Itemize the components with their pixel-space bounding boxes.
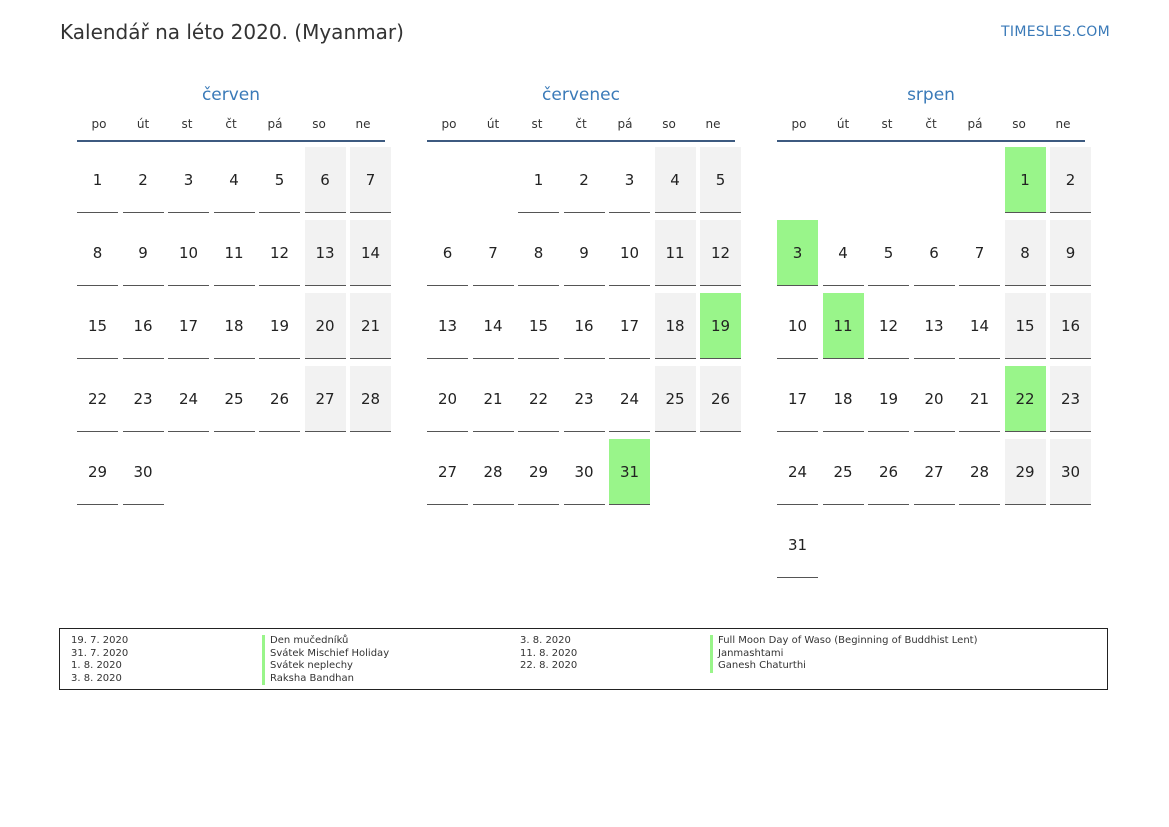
legend-date: 1. 8. 2020: [71, 660, 122, 671]
month-name: červenec: [542, 85, 620, 105]
weekday-label: út: [136, 116, 150, 131]
day-cell[interactable]: 13: [914, 293, 955, 359]
day-cell[interactable]: 17: [777, 366, 818, 432]
day-cell[interactable]: 28: [350, 366, 391, 432]
day-cell[interactable]: 28: [959, 439, 1000, 505]
day-cell[interactable]: 20: [427, 366, 468, 432]
day-cell[interactable]: 8: [77, 220, 118, 286]
legend-left-names: [262, 635, 389, 685]
weekday-label: ne: [1055, 116, 1071, 131]
day-cell[interactable]: 15: [1005, 293, 1046, 359]
weekday-label: čt: [925, 116, 937, 131]
day-cell[interactable]: 11: [823, 293, 864, 359]
day-cell[interactable]: 11: [214, 220, 255, 286]
weekday-header: [427, 107, 735, 142]
weekday-label: so: [1012, 116, 1026, 131]
legend-holiday-name: Ganesh Chaturthi: [710, 660, 978, 673]
day-cell[interactable]: 20: [914, 366, 955, 432]
legend-holiday-name: Svátek Mischief Holiday: [262, 648, 389, 661]
day-cell[interactable]: 5: [259, 147, 300, 213]
legend-holiday-name: Den mučedníků: [262, 635, 389, 648]
day-cell[interactable]: 30: [564, 439, 605, 505]
day-cell[interactable]: 21: [350, 293, 391, 359]
day-cell[interactable]: 18: [823, 366, 864, 432]
day-cell[interactable]: 30: [123, 439, 164, 505]
day-cell[interactable]: 24: [168, 366, 209, 432]
day-cell[interactable]: 19: [259, 293, 300, 359]
weekday-label: pá: [267, 116, 283, 131]
weekday-label: st: [181, 116, 193, 131]
day-cell[interactable]: 22: [518, 366, 559, 432]
day-cell[interactable]: 26: [868, 439, 909, 505]
legend-left-dates: [71, 635, 128, 685]
day-cell[interactable]: 21: [959, 366, 1000, 432]
day-cell[interactable]: 18: [214, 293, 255, 359]
day-cell[interactable]: 13: [427, 293, 468, 359]
weekday-label: ne: [705, 116, 721, 131]
weekday-label: út: [486, 116, 500, 131]
day-cell[interactable]: 12: [868, 293, 909, 359]
day-cell[interactable]: 2: [123, 147, 164, 213]
legend-date: 19. 7. 2020: [71, 635, 129, 646]
legend-holiday-name: Raksha Bandhan: [262, 673, 389, 686]
day-cell[interactable]: 26: [259, 366, 300, 432]
day-cell[interactable]: 28: [473, 439, 514, 505]
day-cell[interactable]: 19: [868, 366, 909, 432]
day-cell[interactable]: 6: [914, 220, 955, 286]
day-cell[interactable]: 10: [168, 220, 209, 286]
legend-date: 3. 8. 2020: [520, 635, 571, 646]
day-cell[interactable]: 30: [1050, 439, 1091, 505]
day-cell[interactable]: 6: [427, 220, 468, 286]
day-cell[interactable]: 11: [655, 220, 696, 286]
month-1: [421, 83, 741, 481]
page-title: Kalendář na léto 2020. (Myanmar): [60, 20, 404, 44]
day-cell[interactable]: 24: [609, 366, 650, 432]
weekday-label: st: [531, 116, 543, 131]
weekday-label: po: [441, 116, 457, 131]
day-cell[interactable]: 31: [777, 512, 818, 578]
weekday-header: [77, 107, 385, 142]
weekday-label: čt: [225, 116, 237, 131]
day-cell[interactable]: 13: [305, 220, 346, 286]
month-name: červen: [201, 85, 261, 105]
day-cell[interactable]: 14: [959, 293, 1000, 359]
day-cell[interactable]: 16: [1050, 293, 1091, 359]
day-cell[interactable]: 15: [77, 293, 118, 359]
day-cell[interactable]: 21: [473, 366, 514, 432]
weekday-label: so: [662, 116, 676, 131]
day-cell[interactable]: 2: [564, 147, 605, 213]
weekday-label: ne: [355, 116, 371, 131]
brand-link[interactable]: TIMESLES.COM: [1001, 24, 1110, 40]
legend-date: 11. 8. 2020: [520, 647, 578, 659]
day-cell[interactable]: 8: [518, 220, 559, 286]
month-name: srpen: [907, 85, 955, 105]
day-cell[interactable]: 15: [518, 293, 559, 359]
day-cell[interactable]: 18: [655, 293, 696, 359]
weekday-label: so: [312, 116, 326, 131]
weekday-label: po: [791, 116, 807, 131]
day-cell[interactable]: 6: [305, 147, 346, 213]
legend-date: 3. 8. 2020: [71, 672, 122, 684]
day-cell[interactable]: 3: [777, 220, 818, 286]
day-cell[interactable]: 16: [123, 293, 164, 359]
day-cell[interactable]: 29: [518, 439, 559, 505]
day-cell[interactable]: 10: [777, 293, 818, 359]
day-cell[interactable]: 17: [168, 293, 209, 359]
day-cell[interactable]: 29: [77, 439, 118, 505]
day-cell[interactable]: 31: [609, 439, 650, 505]
day-cell[interactable]: 3: [168, 147, 209, 213]
day-cell[interactable]: 10: [609, 220, 650, 286]
day-cell[interactable]: 4: [214, 147, 255, 213]
day-cell[interactable]: 14: [473, 293, 514, 359]
holiday-legend: [59, 628, 1108, 690]
day-cell[interactable]: 16: [564, 293, 605, 359]
day-cell[interactable]: 7: [959, 220, 1000, 286]
day-cell[interactable]: 5: [700, 147, 741, 213]
day-cell[interactable]: 20: [305, 293, 346, 359]
day-cell[interactable]: 23: [564, 366, 605, 432]
day-cell[interactable]: 22: [77, 366, 118, 432]
day-cell[interactable]: 4: [823, 220, 864, 286]
day-cell[interactable]: 12: [700, 220, 741, 286]
legend-date: 31. 7. 2020: [71, 647, 129, 659]
day-cell[interactable]: 14: [350, 220, 391, 286]
day-cell[interactable]: 7: [350, 147, 391, 213]
day-cell[interactable]: 23: [123, 366, 164, 432]
day-cell[interactable]: 25: [823, 439, 864, 505]
day-cell[interactable]: 2: [1050, 147, 1091, 213]
weekday-label: po: [91, 116, 107, 131]
day-cell[interactable]: 24: [777, 439, 818, 505]
day-cell[interactable]: 1: [518, 147, 559, 213]
day-cell[interactable]: 19: [700, 293, 741, 359]
weekday-label: pá: [617, 116, 633, 131]
month-2: [771, 83, 1091, 554]
legend-right-names: [710, 635, 978, 673]
day-cell[interactable]: 17: [609, 293, 650, 359]
day-cell[interactable]: 27: [305, 366, 346, 432]
day-cell[interactable]: 12: [259, 220, 300, 286]
day-cell[interactable]: 25: [214, 366, 255, 432]
weekday-header: [777, 107, 1085, 142]
day-cell[interactable]: 8: [1005, 220, 1046, 286]
legend-holiday-name: Full Moon Day of Waso (Beginning of Buddhist Lent): [710, 635, 978, 648]
day-cell[interactable]: 7: [473, 220, 514, 286]
weekday-label: st: [881, 116, 893, 131]
day-cell[interactable]: 9: [1050, 220, 1091, 286]
weekday-label: čt: [575, 116, 587, 131]
day-cell[interactable]: 22: [1005, 366, 1046, 432]
day-cell[interactable]: 5: [868, 220, 909, 286]
legend-date: 22. 8. 2020: [520, 660, 578, 671]
day-cell[interactable]: 1: [1005, 147, 1046, 213]
weekday-label: pá: [967, 116, 983, 131]
day-cell[interactable]: 27: [914, 439, 955, 505]
day-cell[interactable]: 26: [700, 366, 741, 432]
day-cell[interactable]: 9: [564, 220, 605, 286]
legend-holiday-name: Janmashtami: [710, 648, 978, 661]
day-cell[interactable]: 27: [427, 439, 468, 505]
day-cell[interactable]: 1: [77, 147, 118, 213]
day-cell[interactable]: 3: [609, 147, 650, 213]
day-cell[interactable]: 4: [655, 147, 696, 213]
legend-holiday-name: Svátek neplechy: [262, 660, 389, 673]
month-0: [71, 83, 391, 481]
day-cell[interactable]: 29: [1005, 439, 1046, 505]
day-cell[interactable]: 23: [1050, 366, 1091, 432]
day-cell[interactable]: 9: [123, 220, 164, 286]
legend-right-dates: [520, 635, 577, 673]
day-cell[interactable]: 25: [655, 366, 696, 432]
weekday-label: út: [836, 116, 850, 131]
